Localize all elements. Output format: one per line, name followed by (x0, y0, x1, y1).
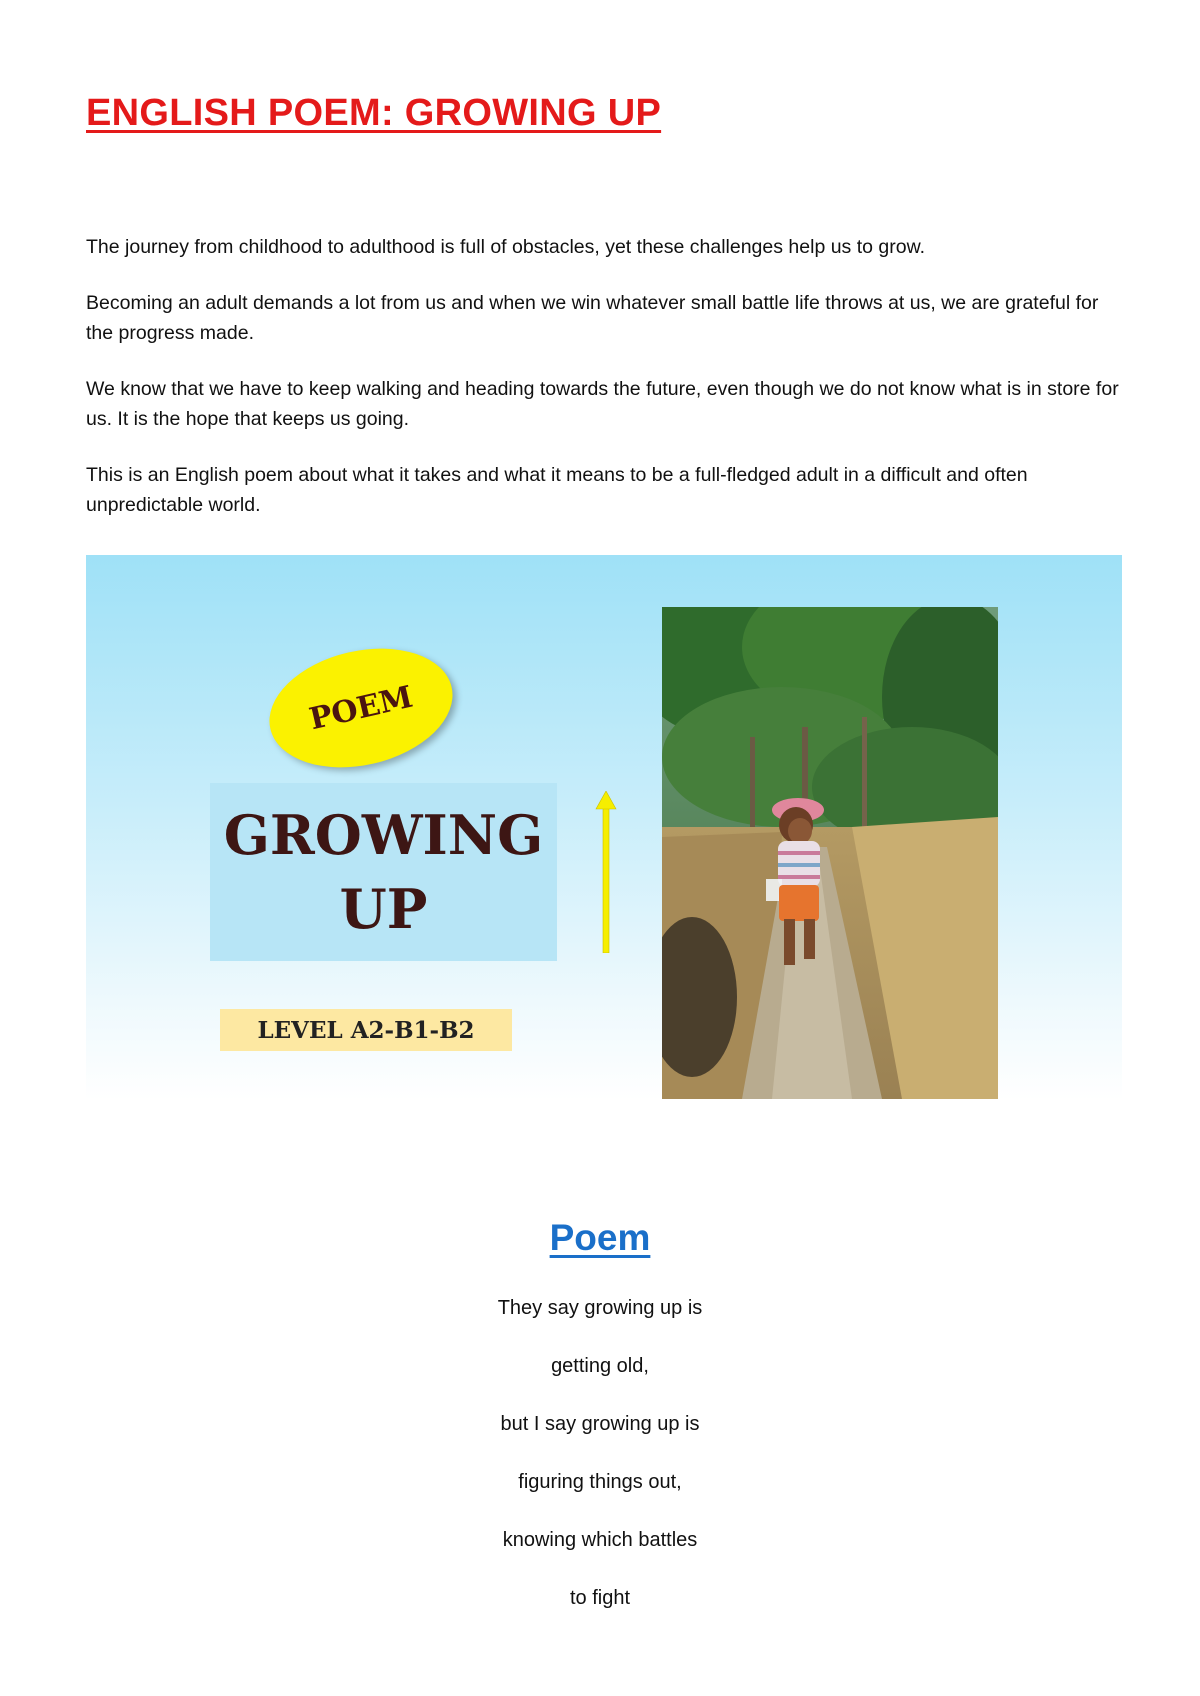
banner-title-line: GROWING (223, 803, 544, 867)
poem-badge (258, 632, 465, 785)
poem-line: to fight (569, 1587, 631, 1609)
banner-title-line: UP (339, 877, 428, 941)
poem-heading: Poem (549, 1217, 651, 1258)
poem-badge-label: POEM (306, 679, 416, 737)
child-walking-photo (662, 607, 998, 1099)
poem-body (0, 1295, 1200, 1643)
poem-line: getting old, (551, 1355, 649, 1377)
poem-line: but I say growing up is (500, 1413, 700, 1435)
intro-paragraph: This is an English poem about what it takes and what it means to be a full-fledged adult in a difficult and often unpredictable world. (86, 464, 1028, 516)
intro-paragraph: Becoming an adult demands a lot from us and when we win whatever small battle life throws at us, we are grateful for the progress made. (86, 292, 1099, 344)
poem-line: figuring things out, (518, 1471, 682, 1493)
level-text: LEVEL A2-B1-B2 (257, 1016, 475, 1044)
page-title: ENGLISH POEM: GROWING UP (86, 92, 662, 134)
poem-banner-image (86, 555, 1122, 1100)
intro-text (86, 232, 1126, 546)
level-label (220, 1009, 512, 1051)
banner-title-box (210, 783, 557, 961)
intro-paragraph: We know that we have to keep walking and heading towards the future, even though we do not know what is in store for us. It is the hope that keeps us going. (86, 378, 1119, 430)
intro-paragraph: The journey from childhood to adulthood is full of obstacles, yet these challenges help us to grow. (86, 236, 926, 258)
poem-line: They say growing up is (497, 1297, 703, 1319)
poem-line: knowing which battles (502, 1529, 698, 1551)
up-arrow-icon (594, 791, 618, 953)
